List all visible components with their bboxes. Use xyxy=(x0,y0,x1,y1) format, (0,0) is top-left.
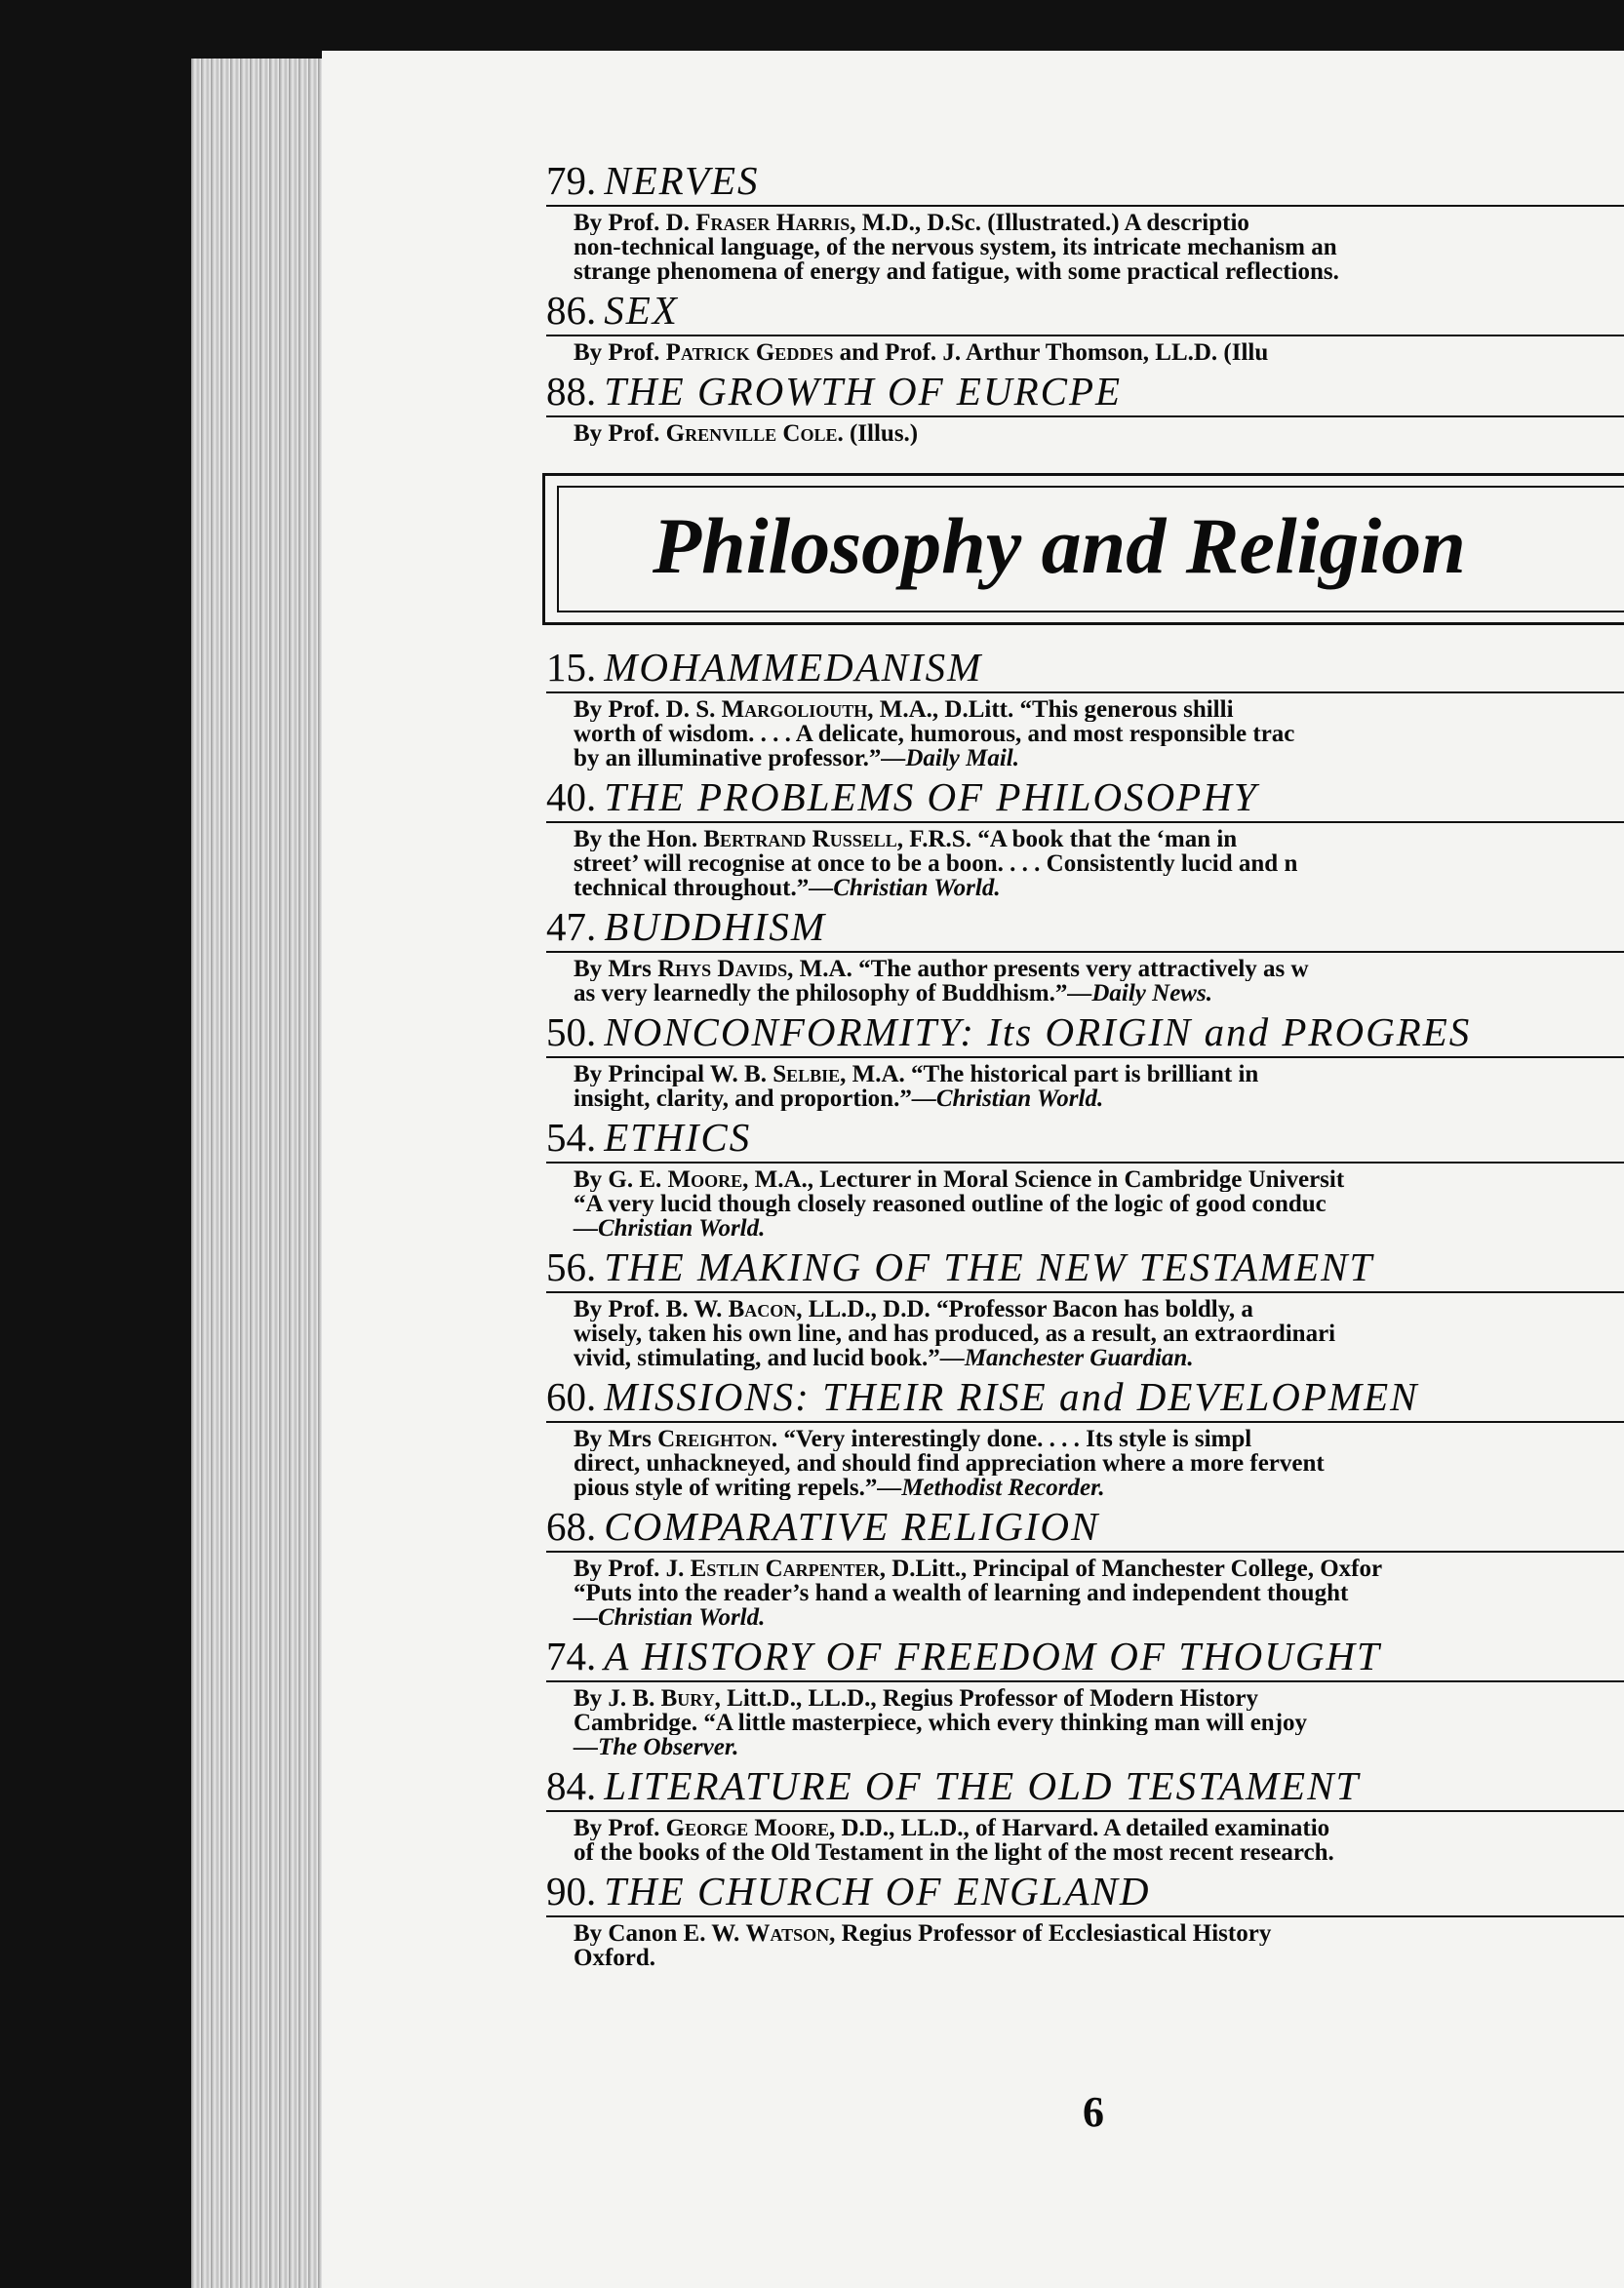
catalogue-entry xyxy=(546,1504,1624,1630)
description-text: of the books of the Old Testament in the light of the most recent research. xyxy=(574,1840,1334,1865)
description-text: pious style of writing repels.” xyxy=(574,1476,878,1500)
title-underline xyxy=(546,1680,1624,1682)
author-prefix: By Prof. J. xyxy=(574,1557,691,1581)
author-details: , Regius Professor of Ecclesiastical History xyxy=(829,1921,1272,1946)
author-details: , M.A. “The author presents very attractively as w xyxy=(787,957,1309,981)
entry-heading xyxy=(546,1763,1624,1810)
entry-description-line xyxy=(546,1086,1624,1111)
author-name: George Moore xyxy=(665,1816,829,1840)
title-underline xyxy=(546,1551,1624,1553)
author-name: Margoliouth xyxy=(721,697,868,722)
catalogue-entry xyxy=(546,1009,1624,1111)
entry-description-line xyxy=(546,1735,1624,1759)
section-title: Philosophy and Religion xyxy=(653,501,1466,590)
entry-description-line xyxy=(546,722,1624,746)
entry-heading xyxy=(546,774,1624,821)
entry-number: 74. xyxy=(546,1634,597,1678)
description-text: as very learnedly the philosophy of Buddhism.” xyxy=(574,981,1068,1006)
author-details: , M.D., D.Sc. (Illustrated.) A descriptio xyxy=(850,211,1249,235)
description-text: Oxford. xyxy=(574,1946,656,1970)
entry-description-line xyxy=(546,1451,1624,1476)
entry-description-line xyxy=(546,1427,1624,1451)
catalogue-entry xyxy=(546,774,1624,900)
entry-heading xyxy=(546,1374,1624,1421)
description-text: “Puts into the reader’s hand a wealth of learning and independent thought xyxy=(574,1581,1349,1605)
review-source: —Christian World. xyxy=(911,1086,1104,1111)
entry-description-line xyxy=(546,421,1624,446)
entry-number: 79. xyxy=(546,158,597,203)
title-underline xyxy=(546,1421,1624,1423)
entry-title: NERVES xyxy=(604,158,760,203)
entry-heading xyxy=(546,288,1624,335)
entry-number: 40. xyxy=(546,774,597,819)
author-details: , LL.D., D.D. “Professor Bacon has boldly, a xyxy=(796,1297,1253,1322)
entry-description-line xyxy=(546,851,1624,876)
description-text: insight, clarity, and proportion.” xyxy=(574,1086,912,1111)
entry-number: 50. xyxy=(546,1009,597,1054)
entry-description-line xyxy=(546,340,1624,365)
author-prefix: By Mrs xyxy=(574,957,658,981)
entry-description-line xyxy=(546,1476,1624,1500)
title-underline xyxy=(546,691,1624,693)
entry-title: MISSIONS: THEIR RISE and DEVELOPMEN xyxy=(604,1374,1419,1419)
entry-list-science xyxy=(546,158,1624,446)
entry-description-line xyxy=(546,1346,1624,1370)
entry-title: LITERATURE OF THE OLD TESTAMENT xyxy=(604,1763,1361,1808)
author-details: , D.D., LL.D., of Harvard. A detailed examinatio xyxy=(828,1816,1330,1840)
catalogue-entry xyxy=(546,1869,1624,1970)
review-source: —Christian World. xyxy=(574,1605,766,1630)
author-name: Estlin Carpenter xyxy=(690,1557,880,1581)
description-text: by an illuminative professor.” xyxy=(574,746,882,770)
author-details: , D.Litt., Principal of Manchester College, Oxfor xyxy=(879,1557,1383,1581)
title-underline xyxy=(546,951,1624,953)
entry-description-line xyxy=(546,957,1624,981)
entry-number: 60. xyxy=(546,1374,597,1419)
entry-number: 88. xyxy=(546,369,597,414)
entry-heading xyxy=(546,904,1624,951)
section-banner xyxy=(542,473,1624,625)
review-source: —Methodist Recorder. xyxy=(877,1476,1105,1500)
author-prefix: By Principal W. B. xyxy=(574,1062,773,1086)
author-name: Creighton xyxy=(657,1427,772,1451)
author-name: Patrick Geddes xyxy=(665,340,834,365)
entry-description-line xyxy=(546,1946,1624,1970)
entry-number: 56. xyxy=(546,1244,597,1289)
entry-heading xyxy=(546,1634,1624,1680)
author-name: Fraser Harris xyxy=(695,211,851,235)
author-prefix: By J. B. xyxy=(574,1686,661,1711)
catalogue-entry xyxy=(546,1244,1624,1370)
description-text: technical throughout.” xyxy=(574,876,810,900)
title-underline xyxy=(546,335,1624,336)
entry-description-line xyxy=(546,1216,1624,1241)
title-underline xyxy=(546,1056,1624,1058)
review-source: —Christian World. xyxy=(809,876,1001,900)
entry-description-line xyxy=(546,981,1624,1006)
entry-description-line xyxy=(546,1711,1624,1735)
entry-heading xyxy=(546,369,1624,415)
title-underline xyxy=(546,1915,1624,1917)
catalogue-entry xyxy=(546,904,1624,1006)
author-prefix: By Mrs xyxy=(574,1427,658,1451)
author-prefix: By Prof. B. W. xyxy=(574,1297,729,1322)
entry-title: THE PROBLEMS OF PHILOSOPHY xyxy=(604,774,1258,819)
author-prefix: By Canon E. W. xyxy=(574,1921,746,1946)
entry-number: 86. xyxy=(546,288,597,333)
entry-title: THE GROWTH OF EURCPE xyxy=(604,369,1123,414)
entry-description-line xyxy=(546,1816,1624,1840)
author-details: , M.A., Lecturer in Moral Science in Cambridge Universit xyxy=(742,1167,1345,1192)
entry-heading xyxy=(546,1009,1624,1056)
entry-heading xyxy=(546,645,1624,691)
author-details: . (Illus.) xyxy=(837,421,919,446)
entry-description-line xyxy=(546,1322,1624,1346)
entry-heading xyxy=(546,158,1624,205)
entry-description-line xyxy=(546,746,1624,770)
catalogue-entry xyxy=(546,1374,1624,1500)
author-prefix: By Prof. xyxy=(574,421,666,446)
author-name: Bertrand Russell xyxy=(703,827,897,851)
entry-description-line xyxy=(546,211,1624,235)
author-name: Selbie xyxy=(772,1062,841,1086)
entry-description-line xyxy=(546,1581,1624,1605)
review-source: —The Observer. xyxy=(574,1735,739,1759)
catalogue-entry xyxy=(546,158,1624,284)
author-name: Moore xyxy=(667,1167,743,1192)
author-prefix: By Prof. xyxy=(574,340,666,365)
description-text: “A very lucid though closely reasoned outline of the logic of good conduc xyxy=(574,1192,1327,1216)
entry-list-philosophy-religion xyxy=(546,645,1624,1970)
catalogue-entry xyxy=(546,1763,1624,1865)
review-source: —Manchester Guardian. xyxy=(939,1346,1194,1370)
title-underline xyxy=(546,1291,1624,1293)
author-name: Bacon xyxy=(728,1297,797,1322)
title-underline xyxy=(546,1162,1624,1164)
catalogue-entry xyxy=(546,288,1624,365)
title-underline xyxy=(546,205,1624,207)
entry-description-line xyxy=(546,1167,1624,1192)
author-name: Watson xyxy=(745,1921,830,1946)
author-details: and Prof. J. Arthur Thomson, LL.D. (Illu xyxy=(833,340,1269,365)
author-details: , Litt.D., LL.D., Regius Professor of Modern History xyxy=(714,1686,1259,1711)
page-number: 6 xyxy=(1083,2088,1104,2136)
author-name: Grenville Cole xyxy=(665,421,838,446)
entry-description-line xyxy=(546,1921,1624,1946)
description-text: direct, unhackneyed, and should find appreciation where a more fervent xyxy=(574,1451,1325,1476)
book-page-edges xyxy=(191,59,337,2288)
entry-number: 84. xyxy=(546,1763,597,1808)
entry-description-line xyxy=(546,876,1624,900)
catalogue-content xyxy=(546,158,1624,1974)
author-prefix: By Prof. xyxy=(574,1816,666,1840)
entry-description-line xyxy=(546,827,1624,851)
catalogue-entry xyxy=(546,369,1624,446)
catalogue-entry xyxy=(546,1634,1624,1759)
entry-description-line xyxy=(546,697,1624,722)
entry-title: COMPARATIVE RELIGION xyxy=(604,1504,1100,1549)
entry-heading xyxy=(546,1244,1624,1291)
review-source: —Daily Mail. xyxy=(881,746,1019,770)
author-details: . “Very interestingly done. . . . Its style is simpl xyxy=(771,1427,1252,1451)
author-details: , F.R.S. “A book that the ‘man in xyxy=(896,827,1238,851)
author-prefix: By Prof. D. xyxy=(574,211,696,235)
author-prefix: By the Hon. xyxy=(574,827,704,851)
description-text: street’ will recognise at once to be a boon. . . . Consistently lucid and n xyxy=(574,851,1298,876)
entry-heading xyxy=(546,1504,1624,1551)
entry-heading xyxy=(546,1869,1624,1915)
entry-number: 68. xyxy=(546,1504,597,1549)
review-source: —Christian World. xyxy=(574,1216,766,1241)
entry-description-line xyxy=(546,1557,1624,1581)
entry-description-line xyxy=(546,1192,1624,1216)
author-prefix: By Prof. D. S. xyxy=(574,697,722,722)
review-source: —Daily News. xyxy=(1067,981,1212,1006)
entry-description-line xyxy=(546,235,1624,259)
entry-number: 90. xyxy=(546,1869,597,1913)
author-details: , M.A. “The historical part is brilliant in xyxy=(840,1062,1259,1086)
entry-description-line xyxy=(546,1062,1624,1086)
entry-title: SEX xyxy=(604,288,679,333)
entry-description-line xyxy=(546,1297,1624,1322)
entry-title: THE MAKING OF THE NEW TESTAMENT xyxy=(604,1244,1374,1289)
description-text: Cambridge. “A little masterpiece, which every thinking man will enjoy xyxy=(574,1711,1308,1735)
description-text: non-technical language, of the nervous system, its intricate mechanism an xyxy=(574,235,1337,259)
entry-number: 15. xyxy=(546,645,597,690)
entry-description-line xyxy=(546,1840,1624,1865)
title-underline xyxy=(546,415,1624,417)
description-text: strange phenomena of energy and fatigue, with some practical reflections. xyxy=(574,259,1339,284)
entry-description-line xyxy=(546,259,1624,284)
author-name: Rhys Davids xyxy=(657,957,788,981)
entry-title: A HISTORY OF FREEDOM OF THOUGHT xyxy=(604,1634,1381,1678)
title-underline xyxy=(546,1810,1624,1812)
description-text: wisely, taken his own line, and has produced, as a result, an extraordinari xyxy=(574,1322,1336,1346)
entry-title: ETHICS xyxy=(604,1115,752,1160)
entry-number: 47. xyxy=(546,904,597,949)
catalogue-entry xyxy=(546,1115,1624,1241)
entry-title: THE CHURCH OF ENGLAND xyxy=(604,1869,1151,1913)
entry-heading xyxy=(546,1115,1624,1162)
entry-description-line xyxy=(546,1605,1624,1630)
title-underline xyxy=(546,821,1624,823)
entry-number: 54. xyxy=(546,1115,597,1160)
entry-title: NONCONFORMITY: Its ORIGIN and PROGRES xyxy=(604,1009,1472,1054)
author-prefix: By G. E. xyxy=(574,1167,668,1192)
entry-title: MOHAMMEDANISM xyxy=(604,645,983,690)
description-text: worth of wisdom. . . . A delicate, humorous, and most responsible trac xyxy=(574,722,1295,746)
author-details: , M.A., D.Litt. “This generous shilli xyxy=(867,697,1234,722)
catalogue-entry xyxy=(546,645,1624,770)
entry-description-line xyxy=(546,1686,1624,1711)
author-name: Bury xyxy=(660,1686,715,1711)
entry-title: BUDDHISM xyxy=(604,904,827,949)
description-text: vivid, stimulating, and lucid book.” xyxy=(574,1346,940,1370)
